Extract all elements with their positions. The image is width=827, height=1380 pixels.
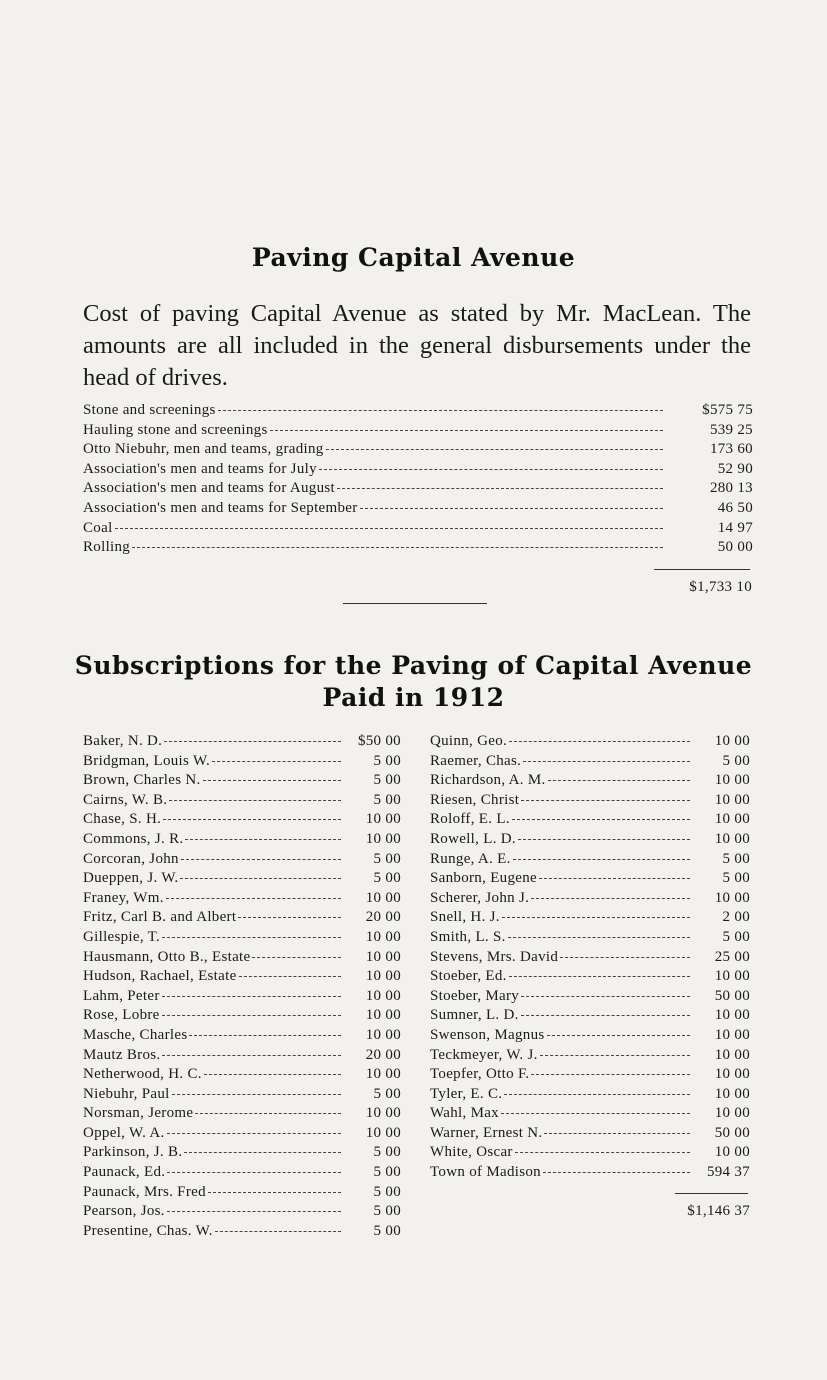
subscription-row [83,831,401,851]
subscription-amount: 10 00 [714,1144,750,1161]
subscription-row [430,1144,750,1164]
dot-leader [162,1015,341,1016]
subscription-row [430,792,750,812]
subscription-row [430,968,750,988]
intro-paragraph: Cost of paving Capital Avenue as stated by Mr. MacLean. The amounts are all included in the general disbursements under the head of drives. [83,300,751,391]
subscription-amount: 10 00 [365,948,401,965]
dot-leader [544,1133,690,1134]
subscription-row [430,753,750,773]
dot-leader [164,741,341,742]
subscriber-name: Teckmeyer, W. J. [430,1046,538,1063]
subscription-row [430,870,750,890]
subscriber-name: Fritz, Carl B. and Albert [83,909,237,926]
cost-list [83,402,753,559]
subscription-amount: 10 00 [714,889,750,906]
cost-item-row [83,461,753,481]
subscription-amount: 10 00 [714,1066,750,1083]
subscription-amount: 10 00 [365,1026,401,1043]
dot-leader [521,800,690,801]
subscriptions-title-line1: Subscriptions for the Paving of Capital Avenue [74,651,753,680]
subscriber-name: Tyler, E. C. [430,1085,503,1102]
subscription-row [83,1203,401,1223]
subscription-amount: 10 00 [714,1105,750,1122]
subscription-row [430,733,750,753]
cost-item-label: Association's men and teams for August [83,480,335,497]
subscriber-name: Stoeber, Ed. [430,968,507,985]
subscriber-name: Wahl, Max [430,1105,499,1122]
dot-leader [189,1035,341,1036]
subscription-amount: 5 00 [373,1183,401,1200]
dot-leader [184,1152,341,1153]
subscription-row [430,811,750,831]
subscription-amount: 10 00 [365,1124,401,1141]
subscriptions-total-rule [675,1193,748,1194]
subscription-row [430,1086,750,1106]
subscriber-name: Richardson, A. M. [430,772,546,789]
subscriber-name: Oppel, W. A. [83,1124,165,1141]
subscription-amount: 5 00 [373,772,401,789]
dot-leader [163,819,341,820]
subscriber-name: Runge, A. E. [430,850,511,867]
section-title-paving: Paving Capital Avenue [251,243,576,272]
cost-item-label: Association's men and teams for July [83,460,317,477]
dot-leader [162,996,341,997]
dot-leader [509,976,690,977]
subscriber-name: Rose, Lobre [83,1007,160,1024]
subscription-row [83,949,401,969]
dot-leader [337,488,663,489]
dot-leader [166,898,341,899]
section-divider [343,603,487,604]
dot-leader [185,839,341,840]
subscription-amount: 10 00 [714,811,750,828]
subscription-row [83,968,401,988]
subscription-amount: 5 00 [373,1203,401,1220]
cost-item-label: Otto Niebuhr, men and teams, grading [83,441,324,458]
subscription-row [430,949,750,969]
dot-leader [115,528,663,529]
subscription-amount: 10 00 [365,1007,401,1024]
subscription-row [83,909,401,929]
subscriber-name: Sanborn, Eugene [430,870,537,887]
subscriber-name: Niebuhr, Paul [83,1085,170,1102]
subscription-amount: 5 00 [722,752,750,769]
subscription-amount: 5 00 [373,1222,401,1239]
subscriber-name: Stevens, Mrs. David [430,948,559,965]
dot-leader [181,859,341,860]
subscriber-name: Stoeber, Mary [430,987,520,1004]
dot-leader [203,780,341,781]
subscription-amount: 20 00 [365,909,401,926]
subscription-row [430,909,750,929]
cost-item-label: Association's men and teams for September [83,499,358,516]
subscription-row [83,772,401,792]
cost-item-row [83,539,753,559]
subscription-row [83,811,401,831]
dot-leader [518,839,690,840]
subscriber-name: Riesen, Christ [430,791,520,808]
subscriber-name: Lahm, Peter [83,987,160,1004]
cost-item-label: Hauling stone and screenings [83,421,268,438]
subscriber-name: White, Oscar [430,1144,513,1161]
subscription-amount: 10 00 [714,772,750,789]
dot-leader [521,1015,690,1016]
dot-leader [204,1074,341,1075]
dot-leader [540,1055,690,1056]
subscription-row [83,929,401,949]
dot-leader [508,937,690,938]
cost-item-amount: 173 60 [709,441,753,458]
subscription-amount: 10 00 [365,928,401,945]
subscription-row [83,851,401,871]
dot-leader [512,819,690,820]
dot-leader [167,1133,341,1134]
subscription-row [83,1164,401,1184]
dot-leader [218,410,663,411]
subscription-amount: 10 00 [365,889,401,906]
subscription-amount: 5 00 [722,928,750,945]
cost-item-amount: $575 75 [702,402,753,418]
subscription-row [83,1066,401,1086]
cost-total-rule [654,569,750,570]
dot-leader [539,878,690,879]
dot-leader [169,800,341,801]
dot-leader [515,1152,690,1153]
section-title-subscriptions [0,650,827,714]
dot-leader [162,1055,341,1056]
subscriber-name: Pearson, Jos. [83,1203,165,1220]
subscription-row [430,890,750,910]
subscription-amount: 5 00 [373,1144,401,1161]
subscriber-name: Toepfer, Otto F. [430,1066,530,1083]
dot-leader [162,937,341,938]
subscription-amount: 5 00 [373,1085,401,1102]
subscriber-name: Paunack, Ed. [83,1164,166,1181]
subscription-amount: 10 00 [365,987,401,1004]
subscription-row [83,890,401,910]
cost-item-row [83,520,753,540]
subscriptions-right-column [430,733,750,1184]
subscriber-name: Cairns, W. B. [83,791,168,808]
subscription-row [83,1125,401,1145]
subscription-amount: 5 00 [722,870,750,887]
subscriber-name: Brown, Charles N. [83,772,201,789]
subscription-amount: 5 00 [373,791,401,808]
subscriber-name: Gillespie, T. [83,928,161,945]
subscription-row [430,1164,750,1184]
dot-leader [326,449,663,450]
dot-leader [180,878,341,879]
dot-leader [360,508,663,509]
subscription-amount: 5 00 [373,752,401,769]
subscriber-name: Sumner, L. D. [430,1007,519,1024]
dot-leader [132,547,663,548]
dot-leader [521,996,690,997]
subscription-row [83,1086,401,1106]
dot-leader [504,1094,690,1095]
subscription-amount: 10 00 [714,791,750,808]
cost-item-amount: 14 97 [717,519,753,536]
subscription-amount: 5 00 [373,850,401,867]
subscription-row [83,753,401,773]
subscriptions-total: $1,146 37 [687,1203,750,1219]
dot-leader [208,1192,341,1193]
subscriber-name: Baker, N. D. [83,733,163,749]
dot-leader [252,957,341,958]
subscription-amount: 2 00 [722,909,750,926]
subscriber-name: Snell, H. J. [430,909,500,926]
dot-leader [212,761,341,762]
dot-leader [531,1074,690,1075]
subscription-amount: 10 00 [365,811,401,828]
cost-item-amount: 539 25 [709,421,753,438]
subscriber-name: Commons, J. R. [83,830,184,847]
subscriber-name: Swenson, Magnus [430,1026,545,1043]
dot-leader [501,1113,690,1114]
subscriber-name: Presentine, Chas. W. [83,1222,213,1239]
cost-item-row [83,500,753,520]
dot-leader [319,469,663,470]
cost-item-row [83,402,753,422]
subscription-amount: 10 00 [365,1105,401,1122]
subscription-amount: 10 00 [714,968,750,985]
subscription-amount: 20 00 [365,1046,401,1063]
subscriber-name: Bridgman, Louis W. [83,752,211,769]
subscription-row [430,831,750,851]
cost-item-amount: 50 00 [717,539,753,556]
subscription-row [83,1105,401,1125]
subscription-amount: 594 37 [706,1164,750,1181]
subscriber-name: Roloff, E. L. [430,811,510,828]
subscription-amount: 10 00 [714,1085,750,1102]
cost-item-amount: 52 90 [717,460,753,477]
subscription-amount: $50 00 [357,733,401,749]
subscription-row [83,870,401,890]
dot-leader [531,898,690,899]
subscription-row [430,851,750,871]
cost-item-row [83,480,753,500]
cost-item-amount: 280 13 [709,480,753,497]
subscription-amount: 10 00 [714,830,750,847]
subscription-amount: 10 00 [365,968,401,985]
dot-leader [238,917,341,918]
subscription-row [430,1027,750,1047]
dot-leader [509,741,690,742]
subscription-row [430,929,750,949]
subscriber-name: Masche, Charles [83,1026,188,1043]
subscription-amount: 5 00 [373,870,401,887]
dot-leader [167,1211,341,1212]
subscription-row [430,1047,750,1067]
dot-leader [548,780,690,781]
subscriber-name: Quinn, Geo. [430,733,508,749]
subscription-row [83,1007,401,1027]
cost-item-label: Rolling [83,539,131,556]
subscription-row [83,988,401,1008]
subscription-amount: 25 00 [714,948,750,965]
subscription-row [430,1125,750,1145]
subscription-amount: 50 00 [714,987,750,1004]
subscription-amount: 10 00 [714,733,750,749]
subscriber-name: Franey, Wm. [83,889,164,906]
dot-leader [547,1035,690,1036]
subscription-amount: 5 00 [722,850,750,867]
subscription-amount: 10 00 [714,1007,750,1024]
dot-leader [167,1172,341,1173]
subscription-amount: 10 00 [714,1046,750,1063]
subscriber-name: Netherwood, H. C. [83,1066,202,1083]
subscriber-name: Rowell, L. D. [430,830,516,847]
cost-item-row [83,441,753,461]
subscription-row [430,772,750,792]
dot-leader [239,976,341,977]
dot-leader [523,761,690,762]
dot-leader [172,1094,341,1095]
dot-leader [502,917,690,918]
subscription-row [83,1144,401,1164]
subscriber-name: Corcoran, John [83,850,179,867]
subscriber-name: Warner, Ernest N. [430,1124,543,1141]
subscription-amount: 10 00 [714,1026,750,1043]
subscriptions-left-column [83,733,401,1242]
dot-leader [560,957,690,958]
dot-leader [543,1172,690,1173]
dot-leader [215,1231,341,1232]
dot-leader [513,859,690,860]
subscription-row [430,988,750,1008]
subscription-row [430,1007,750,1027]
subscriptions-title-line2: Paid in 1912 [322,683,505,712]
subscription-amount: 10 00 [365,830,401,847]
subscription-row [83,792,401,812]
subscriber-name: Town of Madison [430,1164,541,1181]
subscription-row [430,1066,750,1086]
subscription-row [83,1047,401,1067]
dot-leader [270,430,663,431]
subscriber-name: Raemer, Chas. [430,752,522,769]
subscription-amount: 50 00 [714,1124,750,1141]
cost-item-amount: 46 50 [717,499,753,516]
subscription-row [83,1184,401,1204]
subscriber-name: Scherer, John J. [430,889,530,906]
subscription-row [83,1027,401,1047]
subscriber-name: Hausmann, Otto B., Estate [83,948,251,965]
cost-total: $1,733 10 [689,579,752,595]
subscription-row [430,1105,750,1125]
subscription-amount: 10 00 [365,1066,401,1083]
cost-item-label: Stone and screenings [83,402,216,418]
subscriber-name: Hudson, Rachael, Estate [83,968,237,985]
subscriber-name: Paunack, Mrs. Fred [83,1183,206,1200]
subscription-row [83,1223,401,1243]
subscriber-name: Smith, L. S. [430,928,506,945]
cost-item-row [83,422,753,442]
subscriber-name: Dueppen, J. W. [83,870,179,887]
subscriber-name: Norsman, Jerome [83,1105,194,1122]
subscriber-name: Chase, S. H. [83,811,162,828]
subscription-row [83,733,401,753]
subscriber-name: Mautz Bros. [83,1046,161,1063]
dot-leader [195,1113,341,1114]
subscriber-name: Parkinson, J. B. [83,1144,183,1161]
subscription-amount: 5 00 [373,1164,401,1181]
cost-item-label: Coal [83,519,113,536]
